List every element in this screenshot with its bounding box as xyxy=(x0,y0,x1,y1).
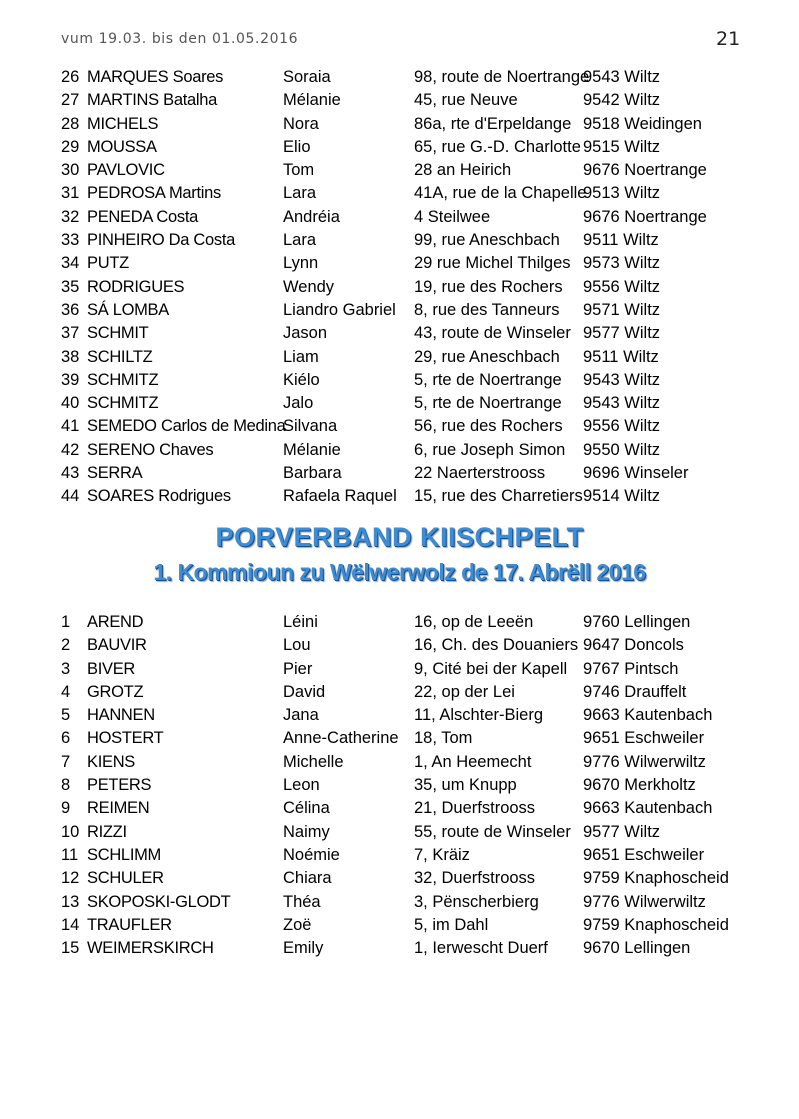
row-surname: SERENO Chaves xyxy=(87,440,214,459)
row-street: 16, op de Leeën xyxy=(414,613,534,631)
row-street: 32, Duerfstrooss xyxy=(414,869,536,888)
row-firstname: Léini xyxy=(283,613,318,631)
row-street: 28 an Heirich xyxy=(414,161,512,180)
row-number: 6 xyxy=(61,729,71,748)
row-street: 99, rue Aneschbach xyxy=(414,231,560,250)
row-city: 9514 Wiltz xyxy=(583,487,661,506)
list-row xyxy=(61,797,741,820)
row-street: 43, route de Winseler xyxy=(414,324,571,343)
row-street: 21, Duerfstrooss xyxy=(414,799,536,818)
row-number: 39 xyxy=(61,370,80,389)
list-row xyxy=(61,844,741,867)
row-surname: SCHULER xyxy=(87,869,164,888)
row-firstname: Jana xyxy=(283,706,319,725)
list-row xyxy=(61,611,741,634)
row-surname: HOSTERT xyxy=(87,729,164,748)
row-firstname: Lara xyxy=(283,231,317,250)
row-city: 9556 Wiltz xyxy=(583,277,661,296)
row-city: 9556 Wiltz xyxy=(583,417,661,436)
row-surname: SCHMITZ xyxy=(87,370,159,389)
row-number: 34 xyxy=(61,254,80,273)
row-surname: SEMEDO Carlos de Medina xyxy=(87,417,286,436)
row-firstname: Emily xyxy=(283,939,324,958)
row-number: 11 xyxy=(61,845,79,864)
row-firstname: Liam xyxy=(283,347,319,366)
row-number: 5 xyxy=(61,706,71,725)
row-number: 3 xyxy=(61,659,71,678)
list-row xyxy=(61,439,741,462)
row-surname: MARQUES Soares xyxy=(87,68,224,86)
row-street: 5, im Dahl xyxy=(414,915,489,934)
list-row xyxy=(61,634,741,657)
row-firstname: Pier xyxy=(283,659,313,678)
row-street: 45, rue Neuve xyxy=(414,91,518,110)
row-number: 4 xyxy=(61,682,71,701)
row-number: 40 xyxy=(61,394,80,413)
row-street: 86a, rte d'Erpeldange xyxy=(414,114,572,133)
list-row xyxy=(61,113,741,136)
row-street: 35, um Knupp xyxy=(414,776,517,795)
row-street: 55, route de Winseler xyxy=(414,822,571,841)
row-number: 36 xyxy=(61,300,80,319)
section-subtitle: 1. Kommioun zu Wëlwerwolz de 17. Abrëll 2016 xyxy=(153,559,646,585)
row-surname: MARTINS Batalha xyxy=(87,91,217,110)
row-number: 8 xyxy=(61,776,71,795)
list-row xyxy=(61,867,741,890)
row-surname: PAVLOVIC xyxy=(87,161,165,180)
row-city: 9577 Wiltz xyxy=(583,324,661,343)
row-number: 32 xyxy=(61,207,80,226)
row-number: 30 xyxy=(61,161,80,180)
row-city: 9518 Weidingen xyxy=(583,114,702,133)
list-row xyxy=(61,704,741,727)
list-row xyxy=(61,252,741,275)
list-row xyxy=(61,66,741,89)
row-city: 9573 Wiltz xyxy=(583,254,661,273)
row-firstname: Chiara xyxy=(283,869,332,888)
row-number: 26 xyxy=(61,68,80,86)
row-surname: SCHMIT xyxy=(87,324,149,343)
row-number: 42 xyxy=(61,440,80,459)
row-city: 9550 Wiltz xyxy=(583,440,661,459)
row-city: 9776 Wilwerwiltz xyxy=(583,752,706,771)
list-row xyxy=(61,415,741,438)
row-firstname: Silvana xyxy=(283,417,338,436)
row-street: 1, Ierwescht Duerf xyxy=(414,939,548,958)
list-row xyxy=(61,89,741,112)
row-city: 9670 Merkholtz xyxy=(583,776,696,795)
row-number: 43 xyxy=(61,464,80,483)
row-surname: SCHMITZ xyxy=(87,394,159,413)
row-firstname: David xyxy=(283,682,326,701)
row-number: 1 xyxy=(61,613,71,631)
row-number: 33 xyxy=(61,231,80,250)
row-number: 29 xyxy=(61,137,80,156)
row-surname: PINHEIRO Da Costa xyxy=(87,231,236,250)
row-surname: GROTZ xyxy=(87,682,144,701)
list-row xyxy=(61,681,741,704)
row-number: 35 xyxy=(61,277,80,296)
row-street: 29, rue Aneschbach xyxy=(414,347,560,366)
list-row xyxy=(61,751,741,774)
row-street: 29 rue Michel Thilges xyxy=(414,254,571,273)
row-firstname: Lou xyxy=(283,636,311,655)
list-row xyxy=(61,937,741,960)
row-street: 22, op der Lei xyxy=(414,682,515,701)
row-surname: SKOPOSKI-GLODT xyxy=(87,892,231,911)
row-city: 9663 Kautenbach xyxy=(583,799,713,818)
list-row xyxy=(61,136,741,159)
list-row xyxy=(61,462,741,485)
list-row xyxy=(61,369,741,392)
row-firstname: Jason xyxy=(283,324,328,343)
row-surname: PUTZ xyxy=(87,254,129,273)
row-street: 19, rue des Rochers xyxy=(414,277,563,296)
list-row xyxy=(61,392,741,415)
row-number: 12 xyxy=(61,869,80,888)
row-street: 5, rte de Noertrange xyxy=(414,370,562,389)
row-city: 9746 Drauffelt xyxy=(583,682,687,701)
row-city: 9767 Pintsch xyxy=(583,659,679,678)
row-firstname: Wendy xyxy=(283,277,335,296)
row-firstname: Anne-Catherine xyxy=(283,729,399,748)
row-surname: SCHLIMM xyxy=(87,845,161,864)
row-surname: SCHILTZ xyxy=(87,347,153,366)
row-firstname: Andréia xyxy=(283,207,340,226)
row-number: 10 xyxy=(61,822,80,841)
row-number: 15 xyxy=(61,939,80,958)
row-firstname: Naimy xyxy=(283,822,330,841)
row-firstname: Tom xyxy=(283,161,315,180)
row-firstname: Leon xyxy=(283,776,320,795)
row-surname: PEDROSA Martins xyxy=(87,184,221,203)
row-surname: BIVER xyxy=(87,659,136,678)
row-city: 9571 Wiltz xyxy=(583,300,661,319)
row-city: 9543 Wiltz xyxy=(583,68,661,86)
row-firstname: Célina xyxy=(283,799,330,818)
row-number: 28 xyxy=(61,114,80,133)
row-city: 9759 Knaphoscheid xyxy=(583,915,729,934)
page-number: 21 xyxy=(716,28,741,50)
row-street: 22 Naerterstrooss xyxy=(414,464,546,483)
section-title: PORVERBAND KIISCHPELT xyxy=(215,522,584,552)
row-surname: REIMEN xyxy=(87,799,150,818)
row-firstname: Mélanie xyxy=(283,91,341,110)
row-street: 6, rue Joseph Simon xyxy=(414,440,566,459)
row-number: 38 xyxy=(61,347,80,366)
list-row xyxy=(61,276,741,299)
row-city: 9577 Wiltz xyxy=(583,822,661,841)
row-surname: RIZZI xyxy=(87,822,127,841)
row-surname: KIENS xyxy=(87,752,136,771)
list-row xyxy=(61,206,741,229)
row-surname: TRAUFLER xyxy=(87,915,172,934)
row-city: 9696 Winseler xyxy=(583,464,689,483)
row-number: 14 xyxy=(61,915,80,934)
row-street: 56, rue des Rochers xyxy=(414,417,563,436)
row-city: 9511 Wiltz xyxy=(583,231,659,250)
list-row xyxy=(61,891,741,914)
row-firstname: Rafaela Raquel xyxy=(283,487,397,506)
row-surname: BAUVIR xyxy=(87,636,147,655)
row-street: 4 Steilwee xyxy=(414,207,491,226)
row-number: 31 xyxy=(61,184,80,203)
row-city: 9647 Doncols xyxy=(583,636,684,655)
row-street: 3, Pënscherbierg xyxy=(414,892,539,911)
row-number: 9 xyxy=(61,799,71,818)
row-city: 9515 Wiltz xyxy=(583,137,661,156)
list-row xyxy=(61,322,741,345)
list-row xyxy=(61,485,741,508)
header-date-range: vum 19.03. bis den 01.05.2016 xyxy=(61,31,299,47)
list-row xyxy=(61,299,741,322)
row-street: 18, Tom xyxy=(414,729,473,748)
row-city: 9651 Eschweiler xyxy=(583,729,705,748)
row-city: 9663 Kautenbach xyxy=(583,706,713,725)
row-firstname: Elio xyxy=(283,137,311,156)
row-surname: SOARES Rodrigues xyxy=(87,487,231,506)
row-street: 7, Kräiz xyxy=(414,845,470,864)
row-street: 11, Alschter-Bierg xyxy=(414,706,544,725)
row-surname: HANNEN xyxy=(87,706,155,725)
row-surname: AREND xyxy=(87,613,144,631)
row-surname: SÁ LOMBA xyxy=(87,300,169,319)
row-street: 9, Cité bei der Kapell xyxy=(414,659,568,678)
row-surname: PENEDA Costa xyxy=(87,207,199,226)
row-number: 7 xyxy=(61,752,71,771)
row-firstname: Michelle xyxy=(283,752,344,771)
row-surname: WEIMERSKIRCH xyxy=(87,939,214,958)
row-street: 41A, rue de la Chapelle xyxy=(414,184,587,203)
row-city: 9676 Noertrange xyxy=(583,161,707,180)
row-firstname: Soraia xyxy=(283,68,331,86)
row-city: 9760 Lellingen xyxy=(583,613,691,631)
list-row xyxy=(61,727,741,750)
row-street: 65, rue G.-D. Charlotte xyxy=(414,137,581,156)
row-number: 44 xyxy=(61,487,80,506)
row-firstname: Mélanie xyxy=(283,440,341,459)
list-row xyxy=(61,182,741,205)
list-row xyxy=(61,914,741,937)
list-row xyxy=(61,658,741,681)
row-city: 9651 Eschweiler xyxy=(583,845,705,864)
list-row xyxy=(61,774,741,797)
row-city: 9759 Knaphoscheid xyxy=(583,869,729,888)
row-surname: SERRA xyxy=(87,464,143,483)
row-number: 2 xyxy=(61,636,71,655)
row-city: 9776 Wilwerwiltz xyxy=(583,892,706,911)
row-street: 16, Ch. des Douaniers xyxy=(414,636,579,655)
row-city: 9511 Wiltz xyxy=(583,347,659,366)
row-street: 5, rte de Noertrange xyxy=(414,394,562,413)
communicant-list-kiischpelt xyxy=(61,611,741,960)
list-row xyxy=(61,159,741,182)
row-firstname: Barbara xyxy=(283,464,342,483)
row-firstname: Nora xyxy=(283,114,319,133)
row-city: 9543 Wiltz xyxy=(583,394,661,413)
row-surname: PETERS xyxy=(87,776,152,795)
row-city: 9543 Wiltz xyxy=(583,370,661,389)
row-surname: RODRIGUES xyxy=(87,277,185,296)
row-firstname: Théa xyxy=(283,892,321,911)
row-surname: MOUSSA xyxy=(87,137,157,156)
row-firstname: Lara xyxy=(283,184,317,203)
list-row xyxy=(61,346,741,369)
row-number: 27 xyxy=(61,91,80,110)
row-surname: MICHELS xyxy=(87,114,159,133)
row-number: 41 xyxy=(61,417,80,436)
row-firstname: Liandro Gabriel xyxy=(283,300,396,319)
row-firstname: Jalo xyxy=(283,394,314,413)
row-street: 98, route de Noertrange xyxy=(414,68,590,86)
row-city: 9542 Wiltz xyxy=(583,91,661,110)
list-row xyxy=(61,229,741,252)
row-firstname: Lynn xyxy=(283,254,319,273)
row-number: 37 xyxy=(61,324,80,343)
row-street: 1, An Heemecht xyxy=(414,752,532,771)
row-street: 8, rue des Tanneurs xyxy=(414,300,560,319)
row-city: 9670 Lellingen xyxy=(583,939,691,958)
communicant-list-wiltz xyxy=(61,66,741,509)
row-number: 13 xyxy=(61,892,80,911)
row-firstname: Kiélo xyxy=(283,370,320,389)
list-row xyxy=(61,821,741,844)
row-firstname: Zoë xyxy=(283,915,312,934)
row-firstname: Noémie xyxy=(283,845,340,864)
row-city: 9676 Noertrange xyxy=(583,207,707,226)
row-city: 9513 Wiltz xyxy=(583,184,661,203)
row-street: 15, rue des Charretiers xyxy=(414,487,583,506)
